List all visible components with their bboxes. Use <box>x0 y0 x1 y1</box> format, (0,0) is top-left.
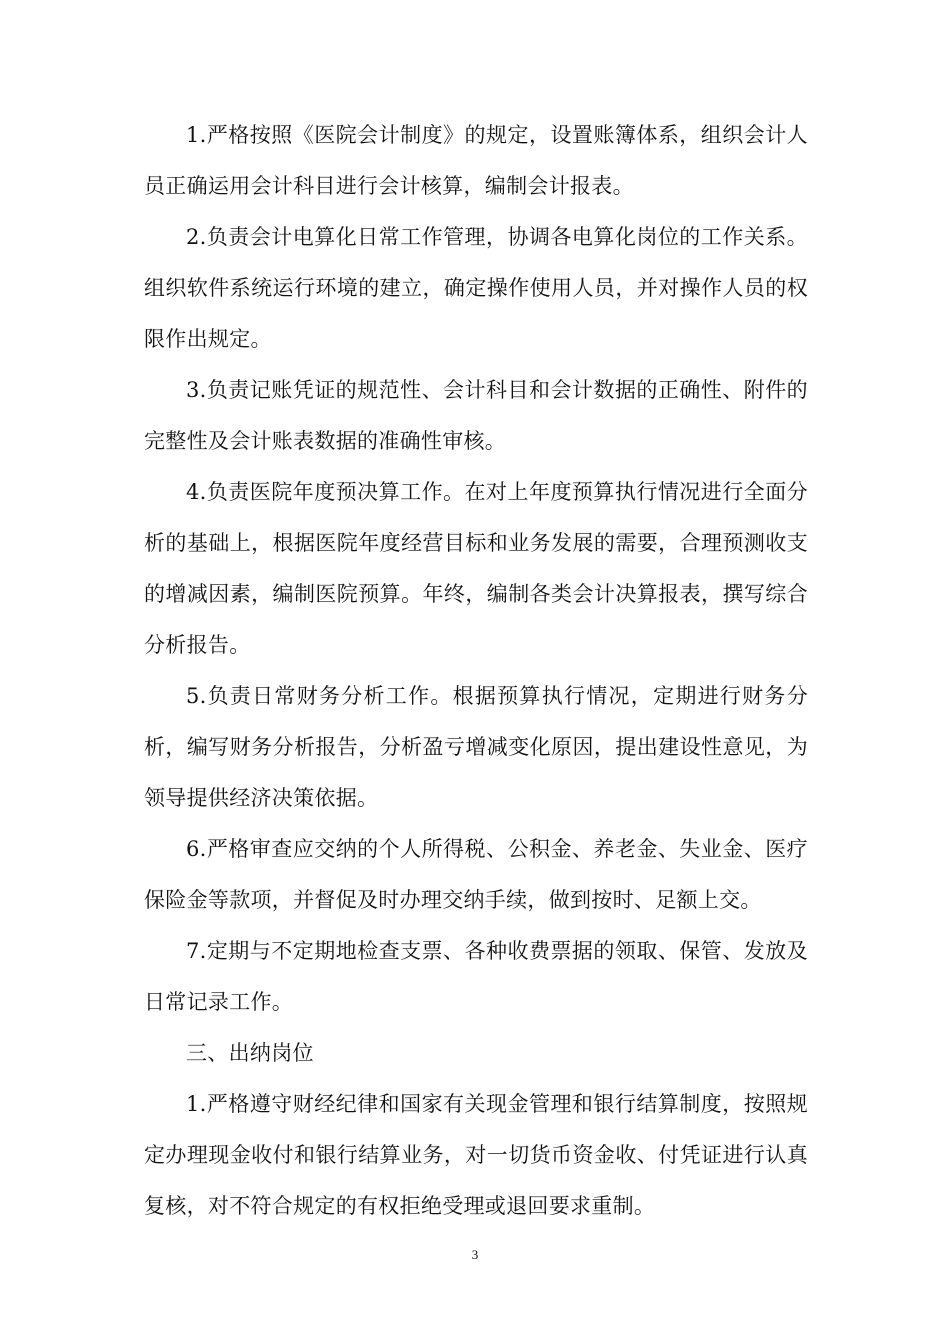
paragraph-item-5: 5.负责日常财务分析工作。根据预算执行情况，定期进行财务分析，编写财务分析报告，分析盈亏增减变化原因，提出建设性意见，为领导提供经济决策依据。 <box>144 684 808 810</box>
section-heading-cashier: 三、出纳岗位 <box>186 1041 314 1065</box>
document-body <box>144 110 808 1232</box>
paragraph-item-6: 6.严格审查应交纳的个人所得税、公积金、养老金、失业金、医疗保险金等款项，并督促及时办理交纳手续，做到按时、足额上交。 <box>144 837 808 912</box>
paragraph-cashier-item-1: 1.严格遵守财经纪律和国家有关现金管理和银行结算制度，按照规定办理现金收付和银行结算业务，对一切货币资金收、付凭证进行认真复核，对不符合规定的有权拒绝受理或退回要求重制。 <box>144 1092 808 1218</box>
paragraph-item-2: 2.负责会计电算化日常工作管理，协调各电算化岗位的工作关系。组织软件系统运行环境的建立，确定操作使用人员，并对操作人员的权限作出规定。 <box>144 225 808 351</box>
paragraph-item-7: 7.定期与不定期地检查支票、各种收费票据的领取、保管、发放及日常记录工作。 <box>144 939 808 1014</box>
page-number: 3 <box>471 1247 479 1262</box>
paragraph-item-3: 3.负责记账凭证的规范性、会计科目和会计数据的正确性、附件的完整性及会计账表数据的准确性审核。 <box>144 378 808 453</box>
paragraph-item-4: 4.负责医院年度预决算工作。在对上年度预算执行情况进行全面分析的基础上，根据医院年度经营目标和业务发展的需要，合理预测收支的增减因素，编制医院预算。年终，编制各类会计决算报表，撰写综合分析报告。 <box>144 480 808 657</box>
paragraph-item-1: 1.严格按照《医院会计制度》的规定，设置账簿体系，组织会计人员正确运用会计科目进行会计核算，编制会计报表。 <box>144 123 808 198</box>
